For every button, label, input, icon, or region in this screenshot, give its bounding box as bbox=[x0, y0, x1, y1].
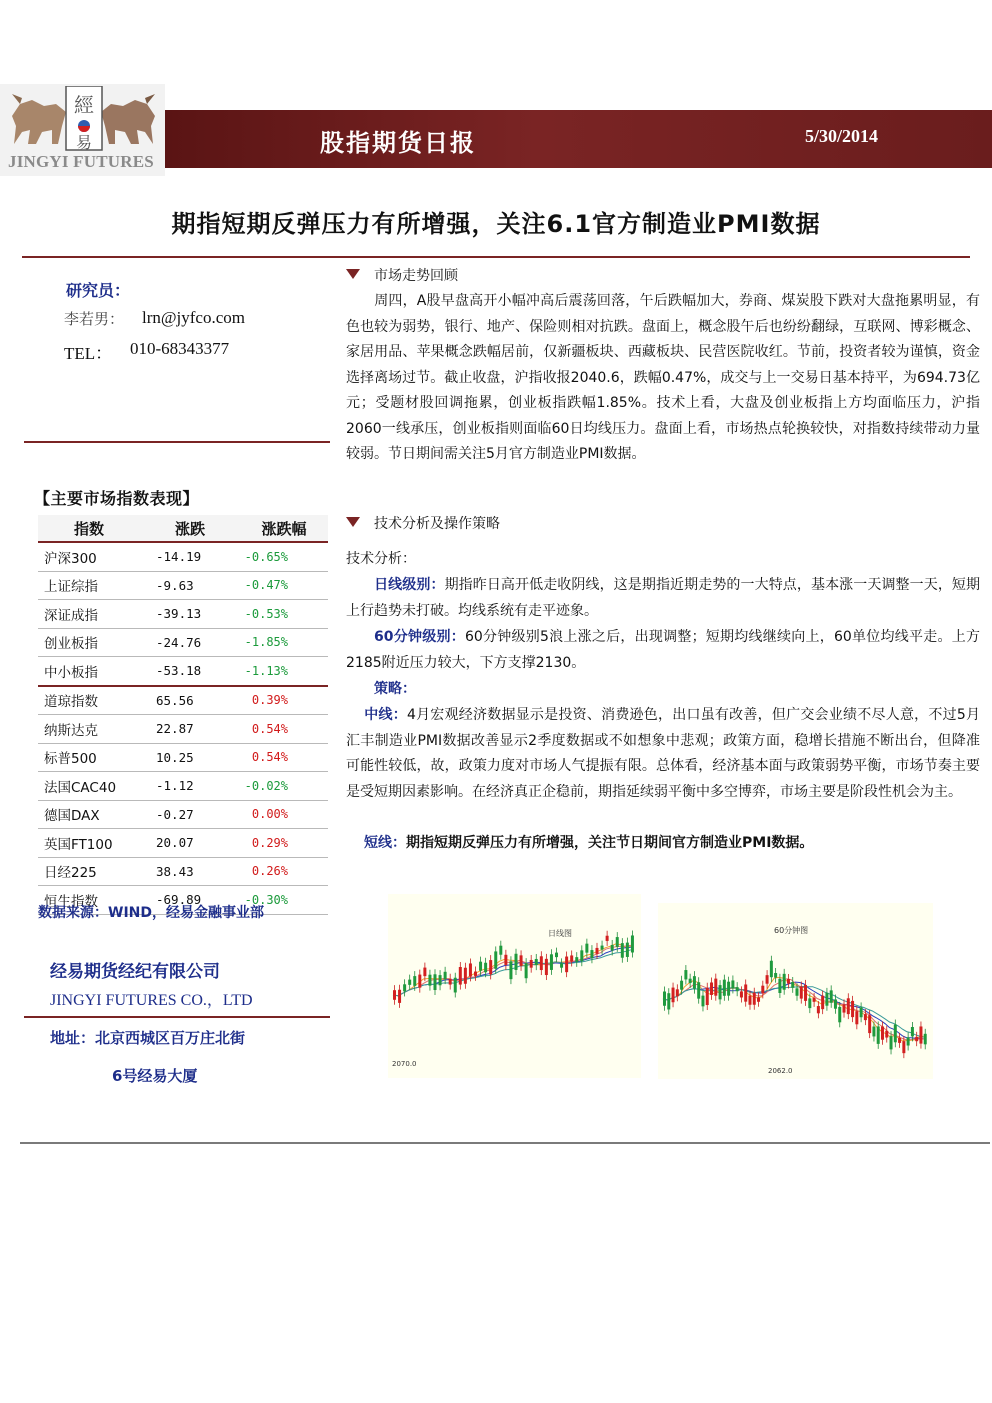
candle-body bbox=[791, 982, 794, 988]
chart-bottom-label: 2062.0 bbox=[768, 1067, 793, 1075]
mid-term-label: 中线： bbox=[364, 707, 407, 723]
index-name: 纳斯达克 bbox=[38, 715, 140, 744]
candle-body bbox=[796, 988, 799, 995]
candle-body bbox=[714, 979, 717, 996]
report-title: 股指期货日报 bbox=[320, 129, 476, 157]
triangle-bullet-icon bbox=[346, 269, 360, 279]
chart-label: 日线图 bbox=[548, 929, 572, 938]
candle-body bbox=[509, 961, 512, 979]
chart-label: 60分钟图 bbox=[774, 926, 809, 935]
daily-candlestick-chart bbox=[388, 894, 641, 1078]
candle-body bbox=[907, 1037, 910, 1045]
index-pct: 0.29% bbox=[240, 829, 328, 858]
index-name: 道琼指数 bbox=[38, 686, 140, 715]
tel-value: 010-68343377 bbox=[130, 339, 230, 358]
table-row bbox=[38, 857, 328, 886]
logo-char-2: 易 bbox=[75, 133, 93, 152]
index-change: -1.12 bbox=[140, 772, 240, 801]
index-pct: 0.54% bbox=[240, 743, 328, 772]
index-pct: 0.39% bbox=[240, 686, 328, 715]
tech-intro bbox=[346, 547, 980, 573]
candle-body bbox=[606, 936, 609, 941]
hourly-candlestick-chart bbox=[658, 903, 933, 1079]
candle-body bbox=[555, 953, 558, 958]
researcher-title: 研究员： bbox=[66, 281, 131, 300]
candle-body bbox=[864, 1014, 867, 1020]
candle-body bbox=[783, 974, 786, 990]
index-pct: -1.85% bbox=[240, 628, 328, 657]
hourly-chart-svg bbox=[658, 903, 933, 1079]
index-name: 深证成指 bbox=[38, 600, 140, 629]
header-pct: 涨跌幅 bbox=[240, 515, 328, 542]
report-date: 5/30/2014 bbox=[805, 126, 879, 146]
headline-divider bbox=[22, 256, 970, 258]
candle-body bbox=[515, 954, 518, 970]
candle-body bbox=[590, 950, 593, 958]
table-row bbox=[38, 772, 328, 801]
index-name: 德国DAX bbox=[38, 800, 140, 829]
candle-body bbox=[418, 975, 421, 988]
candle-body bbox=[585, 944, 588, 953]
candle-body bbox=[774, 973, 777, 978]
candle-body bbox=[434, 974, 437, 990]
candle-body bbox=[626, 943, 629, 957]
candle-body bbox=[575, 957, 578, 962]
candle-body bbox=[736, 987, 739, 991]
candle-body bbox=[697, 982, 700, 998]
market-index-table bbox=[38, 515, 328, 915]
candle-body bbox=[727, 982, 730, 996]
index-change: -24.76 bbox=[140, 628, 240, 657]
index-pct: -0.02% bbox=[240, 772, 328, 801]
candle-body bbox=[753, 993, 756, 1005]
researcher-name: 李若男： bbox=[64, 310, 125, 328]
candle-body bbox=[494, 951, 497, 968]
candle-body bbox=[520, 955, 523, 966]
index-change: -69.89 bbox=[140, 886, 240, 915]
candle-body bbox=[902, 1041, 905, 1053]
candle-body bbox=[565, 957, 568, 973]
index-pct: -0.53% bbox=[240, 600, 328, 629]
strategy-label: 策略： bbox=[374, 681, 416, 697]
researcher-email[interactable]: lrn@jyfco.com bbox=[142, 308, 245, 327]
table-row bbox=[38, 542, 328, 571]
candle-body bbox=[423, 968, 426, 977]
table-row bbox=[38, 715, 328, 744]
candle-body bbox=[911, 1027, 914, 1036]
short-term-text: 期指短期反弹压力有所增强，关注节日期间官方制造业PMI数据。 bbox=[406, 835, 814, 851]
candle-body bbox=[535, 959, 538, 965]
candle-body bbox=[847, 998, 850, 1014]
m60-level-text: 60分钟级别5浪上涨之后，出现调整；短期均线继续向上，60单位均线平走。上方2185附近压力较大，下方支撑2130。 bbox=[346, 629, 980, 671]
candle-body bbox=[667, 993, 670, 1009]
candle-body bbox=[484, 963, 487, 973]
candle-body bbox=[393, 990, 396, 1000]
candle-body bbox=[403, 984, 406, 991]
candle-body bbox=[825, 993, 828, 1006]
tel-line bbox=[64, 339, 230, 364]
index-pct: -0.47% bbox=[240, 571, 328, 600]
candle-body bbox=[580, 950, 583, 961]
table-row bbox=[38, 628, 328, 657]
candle-body bbox=[680, 981, 683, 990]
candle-body bbox=[459, 967, 462, 985]
candle-body bbox=[757, 997, 760, 1001]
index-pct: -1.13% bbox=[240, 657, 328, 686]
index-change: -53.18 bbox=[140, 657, 240, 686]
daily-level-paragraph bbox=[346, 573, 980, 624]
header-change: 涨跌 bbox=[140, 515, 240, 542]
candle-body bbox=[838, 1007, 841, 1022]
table-header-row bbox=[38, 515, 328, 542]
candle-body bbox=[631, 935, 634, 952]
candle-body bbox=[723, 980, 726, 996]
candle-body bbox=[601, 946, 604, 950]
table-row bbox=[38, 829, 328, 858]
moving-average-line bbox=[663, 979, 924, 1040]
index-pct: 0.26% bbox=[240, 857, 328, 886]
candle-body bbox=[525, 963, 528, 978]
candle-body bbox=[915, 1037, 918, 1041]
candle-body bbox=[890, 1036, 893, 1049]
candle-body bbox=[550, 954, 553, 970]
market-review-paragraph bbox=[346, 289, 980, 468]
index-name: 沪深300 bbox=[38, 542, 140, 571]
candle-body bbox=[748, 996, 751, 1005]
candle-body bbox=[872, 1027, 875, 1037]
table-row bbox=[38, 657, 328, 686]
candle-body bbox=[676, 989, 679, 996]
index-name: 中小板指 bbox=[38, 657, 140, 686]
candle-body bbox=[761, 986, 764, 994]
candle-body bbox=[684, 970, 687, 979]
company-logo bbox=[0, 84, 165, 176]
company-name-cn: 经易期货经纪有限公司 bbox=[50, 962, 220, 982]
index-name: 恒生指数 bbox=[38, 886, 140, 915]
candle-body bbox=[621, 943, 624, 958]
index-pct: -0.65% bbox=[240, 542, 328, 571]
data-source-note: 数据来源：WIND，经易金融事业部 bbox=[38, 905, 264, 921]
index-name: 标普500 bbox=[38, 743, 140, 772]
bull-bear-logo-icon bbox=[6, 86, 161, 154]
logo-text: JINGYI FUTURES bbox=[8, 152, 154, 171]
table-row bbox=[38, 686, 328, 715]
candle-body bbox=[428, 975, 431, 986]
candle-body bbox=[672, 988, 675, 1003]
candle-body bbox=[817, 1006, 820, 1013]
daily-level-label: 日线级别： bbox=[374, 577, 445, 593]
candle-body bbox=[830, 990, 833, 1002]
section-title: 技术分析及操作策略 bbox=[374, 516, 500, 532]
candle-body bbox=[804, 985, 807, 1001]
mid-term-paragraph bbox=[346, 703, 980, 805]
candle-body bbox=[474, 972, 477, 976]
company-name-en: JINGYI FUTURES CO.，LTD bbox=[50, 992, 253, 1009]
candle-body bbox=[744, 984, 747, 1001]
index-pct: 0.00% bbox=[240, 800, 328, 829]
candle-body bbox=[439, 975, 442, 985]
candle-body bbox=[689, 979, 692, 983]
index-table-title: 【主要市场指数表现】 bbox=[34, 489, 200, 508]
candle-body bbox=[843, 1004, 846, 1012]
candle-body bbox=[851, 1001, 854, 1017]
candle-body bbox=[545, 959, 548, 975]
title-banner bbox=[165, 110, 992, 168]
candle-body bbox=[731, 980, 734, 988]
candle-body bbox=[479, 962, 482, 971]
index-name: 日经225 bbox=[38, 857, 140, 886]
strategy-heading bbox=[346, 677, 980, 703]
candle-body bbox=[808, 998, 811, 1008]
candle-body bbox=[504, 955, 507, 965]
candle-body bbox=[770, 961, 773, 977]
candle-body bbox=[877, 1026, 880, 1043]
candle-body bbox=[813, 998, 816, 1002]
address-line-1: 地址：北京西城区百万庄北街 bbox=[50, 1029, 246, 1047]
candle-body bbox=[560, 963, 563, 967]
m60-level-paragraph bbox=[346, 625, 980, 676]
address-line-2: 6号经易大厦 bbox=[112, 1067, 198, 1085]
candle-body bbox=[706, 988, 709, 1005]
candle-body bbox=[469, 963, 472, 976]
candle-body bbox=[766, 975, 769, 984]
header-index: 指数 bbox=[38, 515, 140, 542]
table-row bbox=[38, 743, 328, 772]
candle-body bbox=[408, 980, 411, 985]
candle-body bbox=[596, 948, 599, 954]
left-divider-top bbox=[24, 441, 330, 443]
candle-body bbox=[885, 1031, 888, 1038]
table-row bbox=[38, 600, 328, 629]
candle-body bbox=[881, 1026, 884, 1039]
table-row bbox=[38, 800, 328, 829]
index-name: 创业板指 bbox=[38, 628, 140, 657]
candle-body bbox=[894, 1025, 897, 1043]
index-change: 20.07 bbox=[140, 829, 240, 858]
candle-body bbox=[693, 976, 696, 988]
index-change: -0.27 bbox=[140, 800, 240, 829]
section-tech-heading bbox=[346, 513, 500, 533]
candle-body bbox=[570, 955, 573, 961]
candle-body bbox=[449, 979, 452, 985]
index-change: 38.43 bbox=[140, 857, 240, 886]
candle-body bbox=[499, 946, 502, 955]
index-pct: 0.54% bbox=[240, 715, 328, 744]
report-headline: 期指短期反弹压力有所增强，关注6.1官方制造业PMI数据 bbox=[171, 210, 821, 238]
candle-body bbox=[530, 960, 533, 968]
daily-level-text: 期指昨日高开低走收阴线，这是期指近期走势的一大特点，基本涨一天调整一天，短期上行趋势未打破。均线系统有走平迹象。 bbox=[346, 577, 981, 619]
researcher-line bbox=[64, 308, 245, 329]
candle-body bbox=[611, 945, 614, 951]
index-change: 10.25 bbox=[140, 743, 240, 772]
index-name: 英国FT100 bbox=[38, 829, 140, 858]
index-change: -39.13 bbox=[140, 600, 240, 629]
candle-body bbox=[464, 968, 467, 984]
candle-body bbox=[860, 1007, 863, 1017]
market-review-text: 周四，A股早盘高开小幅冲高后震荡回落，午后跌幅加大，券商、煤炭股下跌对大盘拖累明显，有色也较为弱势，银行、地产、保险则相对抗跌。盘面上，概念股午后也纷纷翻绿，互联网、博彩概念、家居用品、苹果概念跌幅居前，仅新疆板块、西藏板块、民营医院收红。节前，投资者较为谨慎，资金选择离场过节。截止收盘，沪指收报2040.6，跌幅0.47%，成交与上一交易日基本持平，为694.73亿元；受题材股回调拖累，创业板指跌幅1.85%。技术上看，大盘及创业板指上方均面临压力，沪指2060一线承压，创业板指则面临60日均线压力。盘面上看，市场热点轮换较快，对指数持续带动力量较弱。节日期间需关注5月官方制造业PMI数据。 bbox=[346, 293, 980, 462]
candle-body bbox=[710, 982, 713, 994]
tel-label: TEL： bbox=[64, 344, 113, 363]
index-change: -14.19 bbox=[140, 542, 240, 571]
candle-body bbox=[834, 999, 837, 1008]
candle-body bbox=[919, 1026, 922, 1043]
tech-intro-text: 技术分析： bbox=[346, 551, 416, 567]
daily-chart-svg bbox=[388, 894, 641, 1078]
candle-body bbox=[489, 960, 492, 974]
candle-body bbox=[701, 996, 704, 1007]
candle-body bbox=[719, 985, 722, 999]
index-name: 法国CAC40 bbox=[38, 772, 140, 801]
candle-body bbox=[924, 1034, 927, 1045]
triangle-bullet-icon bbox=[346, 517, 360, 527]
index-change: 65.56 bbox=[140, 686, 240, 715]
candle-body bbox=[413, 976, 416, 986]
report-header bbox=[0, 84, 992, 176]
moving-average-line bbox=[663, 986, 924, 1037]
m60-level-label: 60分钟级别： bbox=[374, 629, 465, 645]
candle-body bbox=[398, 990, 401, 1003]
candle-body bbox=[616, 937, 619, 947]
table-row bbox=[38, 571, 328, 600]
candle-body bbox=[454, 978, 457, 993]
section-title: 市场走势回顾 bbox=[374, 268, 458, 284]
index-name: 上证综指 bbox=[38, 571, 140, 600]
candle-body bbox=[787, 979, 790, 984]
candle-body bbox=[800, 986, 803, 998]
candle-body bbox=[740, 991, 743, 997]
short-term-paragraph bbox=[346, 831, 980, 857]
candle-body bbox=[855, 1011, 858, 1024]
candle-body bbox=[898, 1038, 901, 1043]
index-change: -9.63 bbox=[140, 571, 240, 600]
footer-divider bbox=[20, 1142, 990, 1144]
index-pct: -0.30% bbox=[240, 886, 328, 915]
candle-body bbox=[868, 1015, 871, 1033]
candle-body bbox=[540, 956, 543, 970]
chart-bottom-label: 2070.0 bbox=[392, 1060, 417, 1068]
candle-body bbox=[778, 979, 781, 993]
index-change: 22.87 bbox=[140, 715, 240, 744]
candle-body bbox=[663, 992, 666, 1006]
left-divider-bottom bbox=[24, 1016, 330, 1018]
candle-body bbox=[444, 972, 447, 979]
candle-body bbox=[821, 996, 824, 1009]
mid-term-text: 4月宏观经济数据显示是投资、消费逊色，出口虽有改善，但广交会业绩不尽人意，不过5月汇丰制造业PMI数据改善显示2季度数据或不如想象中悲观；政策方面，稳增长措施不断出台，但降准可能性较低，故，政策力度对市场人气提振有限。总体看，经济基本面与政策弱势平衡，市场节奏主要是受短期因素影响。在经济真正企稳前，期指延续弱平衡中多空博弈，市场主要是阶段性机会为主。 bbox=[346, 707, 981, 800]
logo-char-1: 經 bbox=[74, 93, 94, 117]
short-term-label: 短线： bbox=[364, 835, 406, 851]
section-market-review-heading bbox=[346, 265, 458, 285]
